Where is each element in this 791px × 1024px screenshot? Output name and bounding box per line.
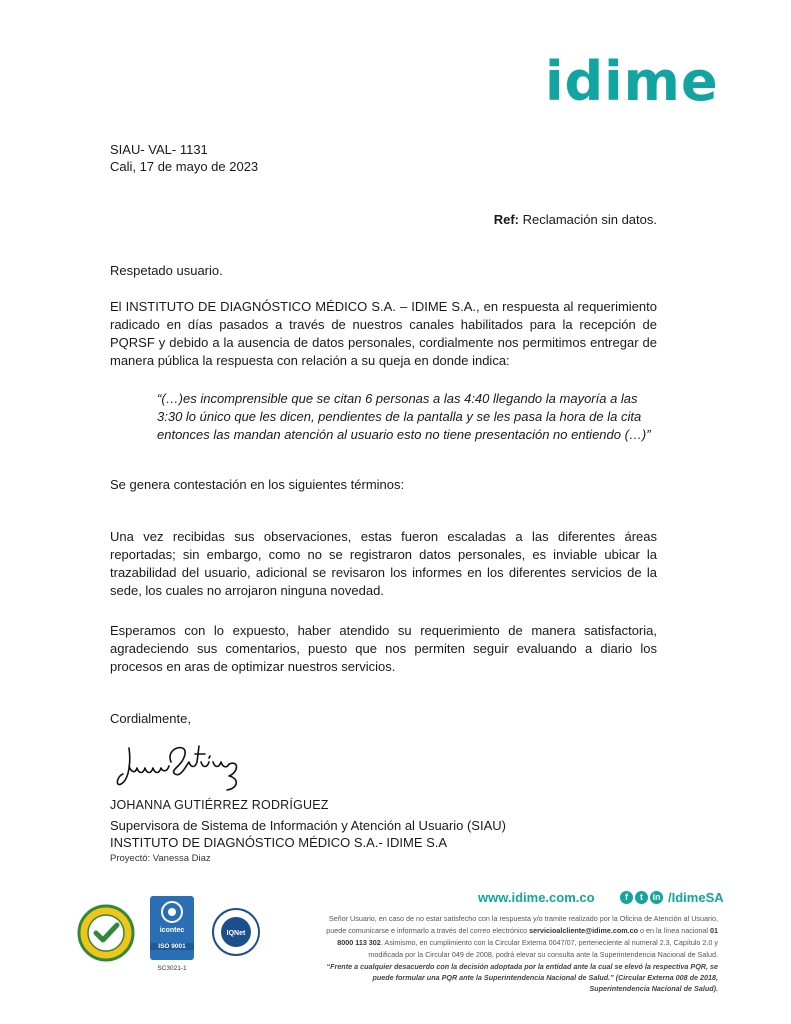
icontec-label: icontec xyxy=(159,927,185,934)
footer-note-text-1: Señor Usuario, en caso de no estar satisfecho con la respuesta y/o tramite realizado por la Oficina de Atención al Usuario, puede comunicarse e informarlo a través del correo electrónico xyxy=(326,914,718,935)
social-responsibility-seal-icon xyxy=(76,903,136,963)
prepared-by: Proyectó: Vanessa Diaz xyxy=(110,853,211,864)
linkedin-icon[interactable]: in xyxy=(650,891,663,904)
footer-legal-note xyxy=(314,913,718,961)
website-link[interactable]: www.idime.com.co xyxy=(478,890,595,905)
footer-email[interactable]: servicioalcliente@idime.com.co xyxy=(529,926,639,935)
paragraph-closing: Esperamos con lo expuesto, haber atendido su requerimiento de manera satisfactoria, agradeciendo sus comentarios, puesto que nos permiten seguir evaluando a diario los procesos en aras de optimizar nuestros servicios. xyxy=(110,623,657,674)
subject-reference xyxy=(494,211,657,229)
icontec-icon xyxy=(150,896,194,926)
iso-label: ISO 9001 xyxy=(150,943,194,950)
idime-logo: idime xyxy=(545,50,719,113)
social-handle[interactable]: /IdimeSA xyxy=(668,890,724,905)
iqnet-seal-icon xyxy=(211,907,261,957)
paragraph-intro: El INSTITUTO DE DIAGNÓSTICO MÉDICO S.A. – IDIME S.A., en respuesta al requerimiento radicado en días pasados a través de nuestros canales habilitados para la recepción de PQRSF y debido a la ausencia de datos personales, cordialmente nos permitimos entregar de manera pública la respuesta con relación a su queja en donde indica: xyxy=(110,299,657,368)
handwritten-signature xyxy=(115,740,245,796)
closing: Cordialmente, xyxy=(110,711,191,726)
footer-phone: 01 8000 113 302 xyxy=(337,926,718,947)
certificate-code: SC3021-1 xyxy=(157,965,187,972)
signer-organization: INSTITUTO DE DIAGNÓSTICO MÉDICO S.A.- IDIME S.A xyxy=(110,835,448,850)
date-line: Cali, 17 de mayo de 2023 xyxy=(110,159,259,174)
reference-code: SIAU- VAL- 1131 xyxy=(110,142,208,157)
social-links xyxy=(620,890,724,905)
signer-role: Supervisora de Sistema de Información y Atención al Usuario (SIAU) xyxy=(110,818,506,833)
facebook-icon[interactable]: f xyxy=(620,891,633,904)
complaint-quote: “(…)es incomprensible que se citan 6 personas a las 4:40 llegando la mayoría a las 3:30 lo único que les dicen, pendientes de la pantalla y se les pasa la hora de la cita entonces las mandan atención al usuario esto no tiene presentación no entiendo (…)” xyxy=(157,391,651,442)
signer-name: JOHANNA GUTIÉRREZ RODRÍGUEZ xyxy=(110,798,329,812)
subject-label: Ref: xyxy=(493,212,519,227)
twitter-icon[interactable]: t xyxy=(635,891,648,904)
footer-legal-quote: “Frente a cualquier desacuerdo con la decisión adoptada por la entidad ante la cual se elevó la respectiva PQR, se puede formular una PQR ante la Superintendencia Nacional de Salud.” (Circular Externa 008 de 2018, Superintendencia Nacional de Salud). xyxy=(326,962,718,993)
subject-text: Reclamación sin datos. xyxy=(518,212,657,227)
iqnet-label: IQNet xyxy=(226,930,246,937)
paragraph-response: Una vez recibidas sus observaciones, estas fueron escaladas a las diferentes áreas reportadas; sin embargo, como no se registraron datos personales, es inviable ubicar la trazabilidad del usuario, adicional se revisaron los informes en los diferentes servicios de la sede, los cuales no arrojaron ninguna novedad. xyxy=(110,529,657,598)
footer-note-text-2: o en la línea nacional xyxy=(638,926,710,935)
paragraph-terms: Se genera contestación en los siguientes términos: xyxy=(110,477,405,492)
footer-note-text-3: . Asimismo, en cumplimiento con la Circular Externa 0047/07, perteneciente al numeral 2.3, Capítulo 2.0 y modificada por la Circular 049 de 2008, podrá elevar su consulta ante la Superintendencia Nacional de Salud. xyxy=(368,938,718,959)
salutation: Respetado usuario. xyxy=(110,263,223,278)
